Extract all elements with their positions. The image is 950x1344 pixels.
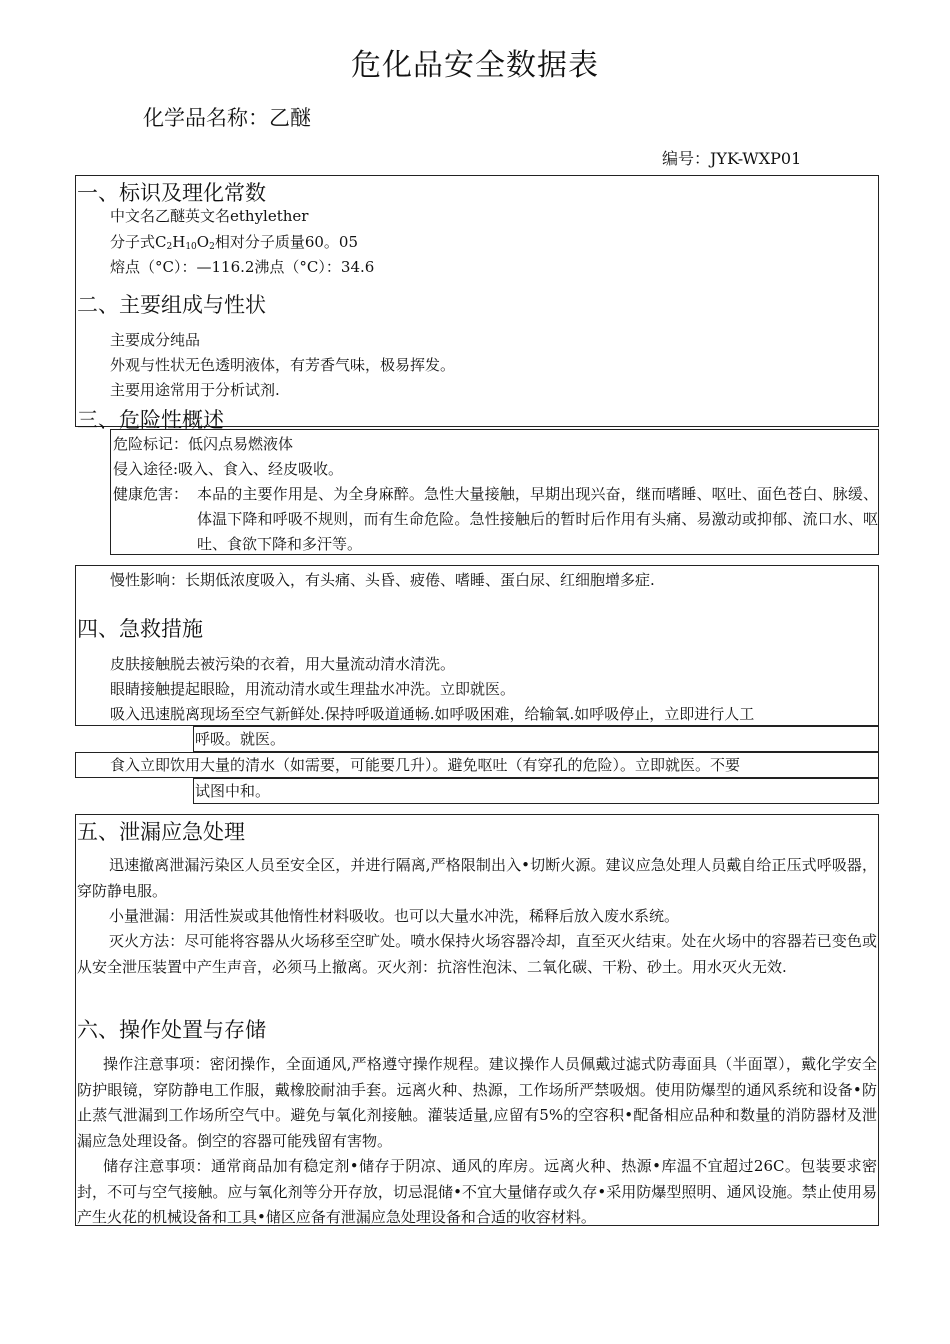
formula-h-count: 10: [185, 242, 197, 252]
ingestion-line-2: 试图中和。: [195, 782, 271, 800]
section-2-heading: 二、主要组成与性状: [77, 293, 266, 317]
main-composition: 主要成分纯品: [110, 331, 201, 349]
formula-prefix: 分子式: [110, 233, 156, 251]
section-3-heading: 三、危险性概述: [77, 408, 224, 432]
melting-boiling-line: 熔点（°C）：—116.2沸点（°C）：34.6: [110, 258, 375, 276]
usage-line: 主要用途常用于分析试剂.: [110, 381, 280, 399]
hazard-mark: 危险标记：低闪点易燃液体: [113, 435, 294, 453]
small-leak: 小量泄漏：用活性炭或其他惰性材料吸收。也可以大量水冲洗，稀释后放入废水系统。: [109, 907, 680, 925]
section-4-heading: 四、急救措施: [77, 617, 203, 641]
section-5-heading: 五、泄漏应急处理: [77, 820, 245, 844]
page-title: 危化品安全数据表: [351, 48, 599, 83]
chronic-effects: 慢性影响：长期低浓度吸入，有头痛、头昏、疲倦、嗜睡、蛋白尿、红细胞增多症.: [110, 571, 655, 589]
health-hazard-label: 健康危害：: [113, 485, 189, 503]
health-hazard-text: 本品的主要作用是、为全身麻醉。急性大量接触，早期出现兴奋，继而嗜睡、呕吐、面色苍白、脉缓、体温下降和呼吸不规则，而有生命危险。急性接触后的暂时后作用有头痛、易激动或抑郁、流口水、呕吐、食欲下降和多汗等。: [197, 485, 878, 553]
ingestion-cont-box: [193, 778, 879, 804]
formula-c-count: 2: [166, 242, 173, 252]
skin-contact: 皮肤接触脱去被污染的衣着，用大量流动清水清洗。: [110, 655, 456, 673]
chemical-name: 化学品名称：乙醚: [143, 106, 311, 130]
section-1-heading: 一、标识及理化常数: [77, 181, 266, 205]
firefighting: 灭火方法：尽可能将容器从火场移至空旷处。喷水保持火场容器冷却，直至灭火结束。处在火场中的容器若已变色或从安全泄压装置中产生声音，必须马上撤离。灭火剂：抗溶性泡沫、二氧化碳、干粉、砂土。用水灭火无效.: [77, 932, 877, 976]
inhalation-line-2: 呼吸。就医。: [195, 730, 286, 748]
storage-precautions: 储存注意事项：通常商品加有稳定剂•储存于阴凉、通风的库房。远离火种、热源•库温不宜超过26C。包装要求密封，不可与空气接触。应与氧化剂等分开存放，切忌混储•不宜大量储存或久存•采用防爆型照明、通风设施。禁止使用易产生火花的机械设备和工具•储区应备有泄漏应急处理设备和合适的收容材料。: [77, 1157, 877, 1226]
ingestion-line-1: 食入立即饮用大量的清水（如需要，可能要几升）。避免呕吐（有穿孔的危险）。立即就医。不要: [110, 756, 741, 774]
formula-c: C: [155, 233, 167, 251]
leak-evacuation: 迅速撤离泄漏污染区人员至安全区，并进行隔离,严格限制出入•切断火源。建议应急处理人员戴自给正压式呼吸器，穿防静电服。: [77, 856, 877, 900]
document-code: 编号：JYK-WXP01: [662, 149, 802, 168]
appearance-line: 外观与性状无色透明液体，有芳香气味，极易挥发。: [110, 356, 456, 374]
formula-suffix: 相对分子质量60。05: [214, 233, 359, 251]
inhalation-line-1: 吸入迅速脱离现场至空气新鲜处.保持呼吸道通畅.如呼吸困难，给输氧.如呼吸停止，立即进行人工: [110, 705, 755, 723]
names-line: 中文名乙醚英文名ethylether: [110, 207, 309, 225]
entry-route: 侵入途径:吸入、食入、经皮吸收。: [113, 460, 344, 478]
formula-h: H: [172, 233, 186, 251]
inhalation-cont-box: [193, 726, 879, 752]
handling-precautions: 操作注意事项：密闭操作，全面通风,严格遵守操作规程。建议操作人员佩戴过滤式防毒面具（半面罩），戴化学安全防护眼镜，穿防静电工作服，戴橡胶耐油手套。远离火种、热源，工作场所严禁吸烟。使用防爆型的通风系统和设备•防止蒸气泄漏到工作场所空气中。避免与氧化剂接触。灌装适量,应留有5%的空容积•配备相应品种和数量的消防器材及泄漏应急处理设备。倒空的容器可能残留有害物。: [77, 1055, 877, 1150]
section-6-heading: 六、操作处置与存储: [77, 1018, 266, 1042]
eye-contact: 眼睛接触提起眼睑，用流动清水或生理盐水冲洗。立即就医。: [110, 680, 516, 698]
formula-o: O: [196, 233, 210, 251]
formula-o-count: 2: [209, 242, 215, 252]
